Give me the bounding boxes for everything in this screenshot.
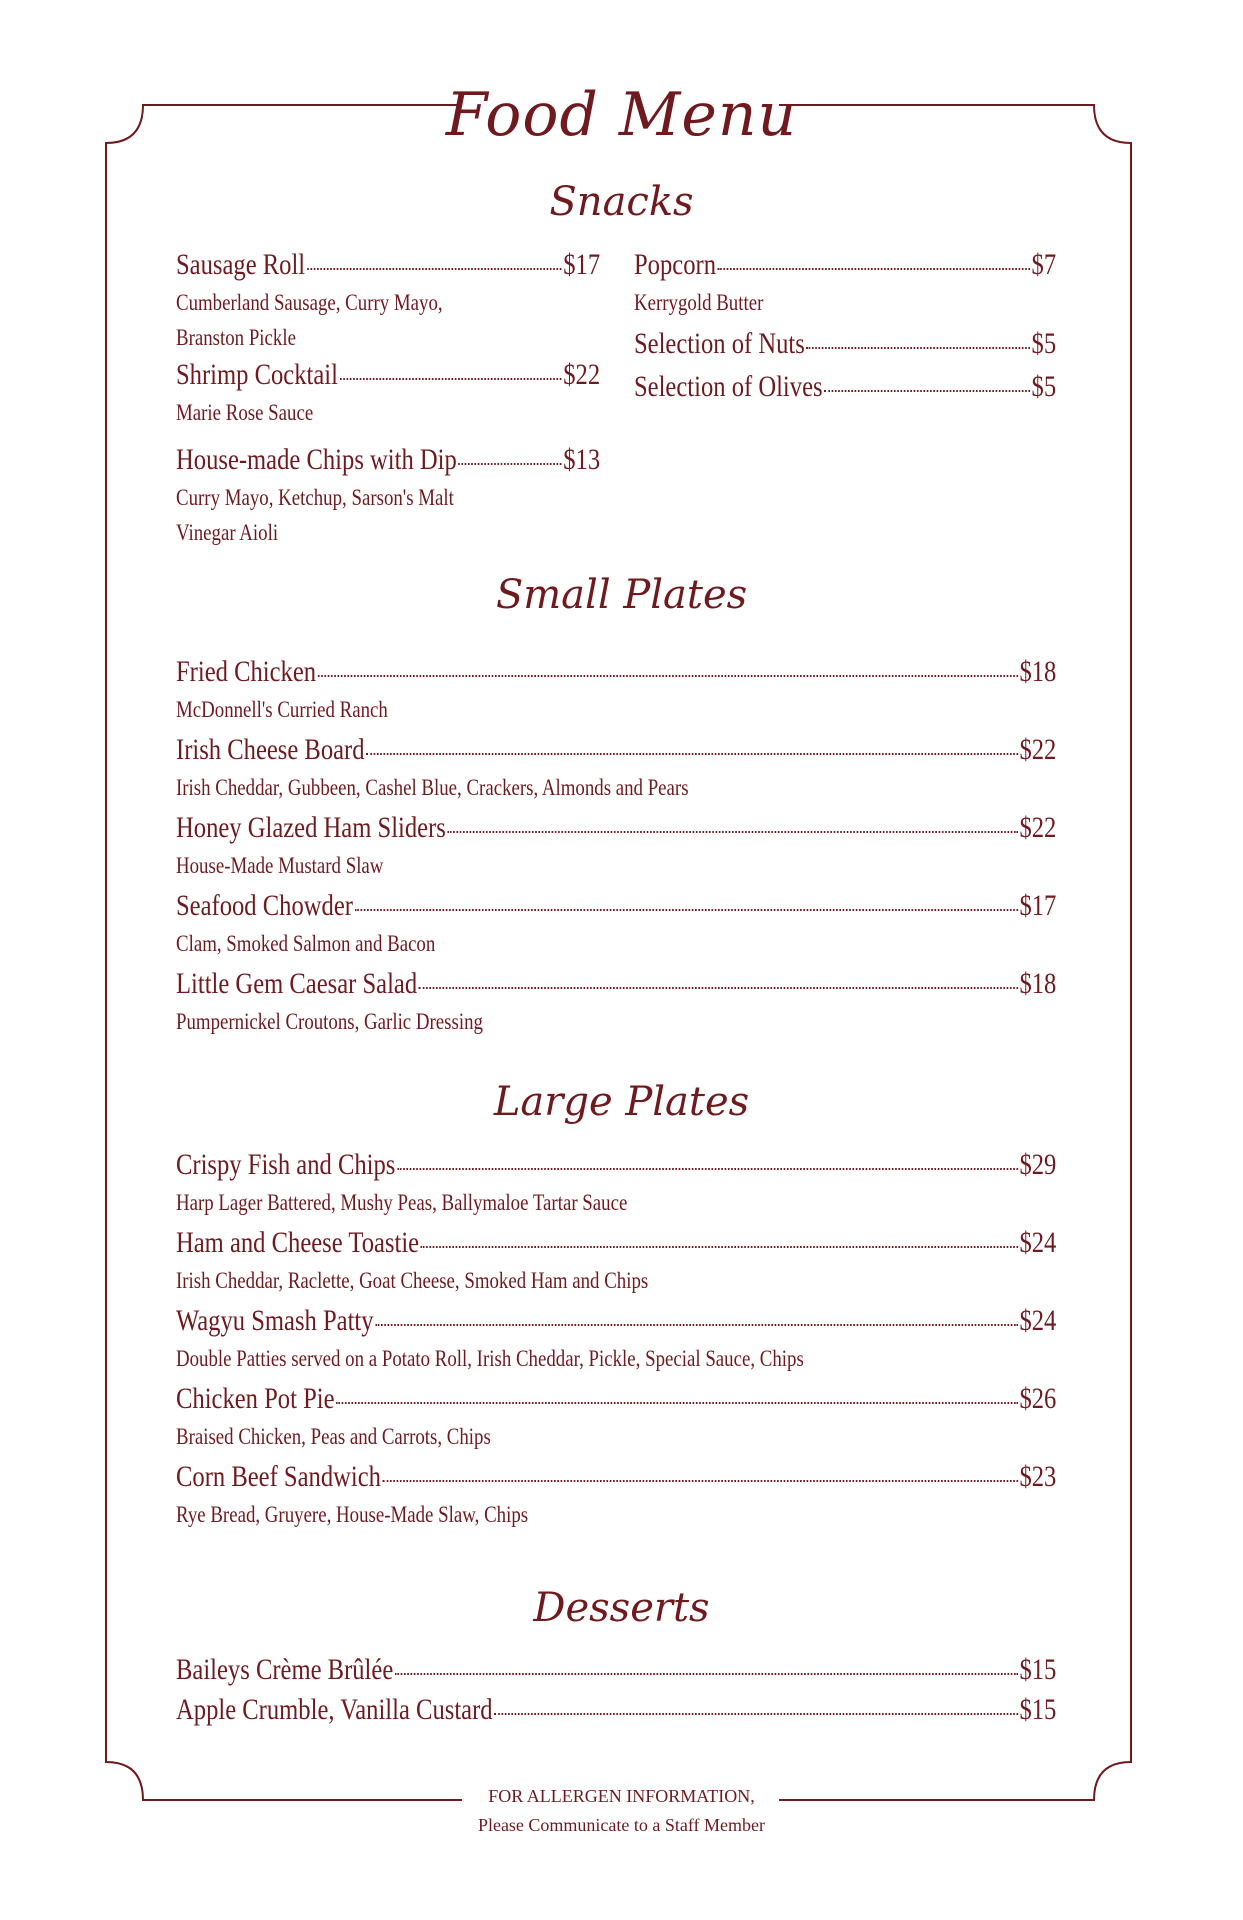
menu-item [176,1650,1056,1690]
snacks-right-column [634,245,1056,407]
menu-item [176,808,1056,886]
leader-dots [458,463,561,465]
menu-item [176,730,1056,808]
leader-dots [494,1713,1018,1715]
item-price: $23 [1019,1460,1057,1493]
item-price: $24 [1019,1226,1057,1259]
item-description: Clam, Smoked Salmon and Bacon [176,931,436,956]
item-name: Chicken Pot Pie [176,1382,335,1415]
item-name: Wagyu Smash Patty [176,1304,374,1337]
item-price: $18 [1019,967,1057,1000]
item-name: Ham and Cheese Toastie [176,1226,420,1259]
menu-item [634,367,1056,407]
item-price: $26 [1019,1382,1057,1415]
snacks-left-column [176,245,600,550]
leader-dots [340,378,562,380]
item-description: Braised Chicken, Peas and Carrots, Chips [176,1424,491,1449]
item-price: $7 [1031,248,1057,281]
item-description: Branston Pickle [176,325,296,350]
item-price: $17 [563,248,601,281]
item-price: $13 [563,443,601,476]
item-description: Curry Mayo, Ketchup, Sarson's Malt [176,485,454,510]
leader-dots [336,1402,1018,1404]
leader-dots [397,1168,1018,1170]
menu-title: Food Menu [445,80,798,150]
leader-dots [824,390,1030,392]
menu-item [176,1457,1056,1535]
item-name: Selection of Olives [634,370,823,403]
menu-item [634,324,1056,364]
item-name: Baileys Crème Brûlée [176,1653,394,1686]
item-price: $15 [1019,1653,1057,1686]
menu-item [176,964,1056,1042]
item-description: Marie Rose Sauce [176,400,314,425]
item-name: Little Gem Caesar Salad [176,967,418,1000]
menu-item [176,886,1056,964]
item-price: $29 [1019,1148,1057,1181]
menu-item [176,652,1056,730]
item-name: Popcorn [634,248,716,281]
item-description: Kerrygold Butter [634,290,764,315]
item-name: Sausage Roll [176,248,306,281]
item-price: $22 [1019,733,1057,766]
item-name: Irish Cheese Board [176,733,365,766]
item-price: $5 [1031,327,1057,360]
desserts-list [176,1650,1056,1730]
allergen-note-line1: FOR ALLERGEN INFORMATION, [488,1786,755,1806]
item-name: Apple Crumble, Vanilla Custard [176,1693,493,1726]
leader-dots [355,909,1018,911]
section-heading-large-plates: Large Plates [493,1079,750,1125]
menu-item [176,1145,1056,1223]
item-price: $24 [1019,1304,1057,1337]
item-description: House-Made Mustard Slaw [176,853,384,878]
item-name: House-made Chips with Dip [176,443,457,476]
item-description: Pumpernickel Croutons, Garlic Dressing [176,1009,483,1034]
item-price: $5 [1031,370,1057,403]
leader-dots [395,1673,1018,1675]
item-description: Vinegar Aioli [176,520,279,545]
item-price: $17 [1019,889,1057,922]
item-name: Corn Beef Sandwich [176,1460,381,1493]
section-heading-desserts: Desserts [533,1585,710,1631]
leader-dots [318,675,1018,677]
item-description: Harp Lager Battered, Mushy Peas, Ballymaloe Tartar Sauce [176,1190,628,1215]
menu-item [176,1223,1056,1301]
item-name: Crispy Fish and Chips [176,1148,396,1181]
leader-dots [447,831,1017,833]
section-heading-snacks: Snacks [549,179,694,225]
item-description: Irish Cheddar, Gubbeen, Cashel Blue, Crackers, Almonds and Pears [176,775,689,800]
item-name: Selection of Nuts [634,327,805,360]
large-plates-list [176,1145,1056,1535]
leader-dots [375,1324,1018,1326]
leader-dots [307,268,562,270]
allergen-note-line2: Please Communicate to a Staff Member [477,1815,766,1835]
item-name: Honey Glazed Ham Sliders [176,811,446,844]
section-heading-small-plates: Small Plates [495,572,748,618]
menu-item [176,1379,1056,1457]
menu-item [176,245,600,355]
menu-item [634,245,1056,320]
item-price: $22 [563,358,601,391]
leader-dots [366,753,1018,755]
item-name: Shrimp Cocktail [176,358,338,391]
menu-item [176,355,600,430]
leader-dots [718,268,1030,270]
menu-item [176,1301,1056,1379]
small-plates-list [176,652,1056,1042]
menu-item [176,1690,1056,1730]
item-description: Irish Cheddar, Raclette, Goat Cheese, Smoked Ham and Chips [176,1268,649,1293]
leader-dots [419,987,1018,989]
item-name: Seafood Chowder [176,889,353,922]
leader-dots [806,347,1029,349]
item-description: Cumberland Sausage, Curry Mayo, [176,290,443,315]
item-price: $18 [1019,655,1057,688]
leader-dots [421,1246,1018,1248]
leader-dots [383,1480,1018,1482]
item-price: $15 [1019,1693,1057,1726]
menu-item [176,440,600,550]
item-price: $22 [1019,811,1057,844]
item-description: Rye Bread, Gruyere, House-Made Slaw, Chips [176,1502,529,1527]
item-description: McDonnell's Curried Ranch [176,697,388,722]
item-name: Fried Chicken [176,655,317,688]
item-description: Double Patties served on a Potato Roll, Irish Cheddar, Pickle, Special Sauce, Chips [176,1346,804,1371]
